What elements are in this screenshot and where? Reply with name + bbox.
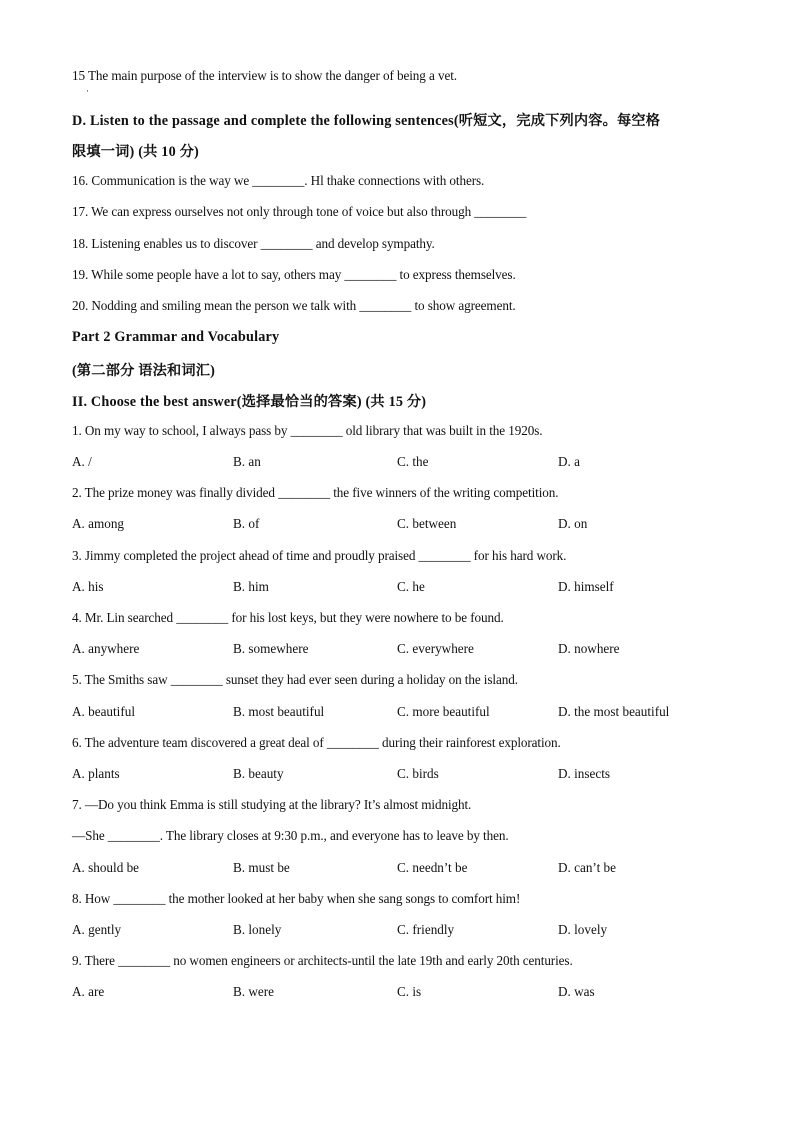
mc5-option-a: A. beautiful [72,704,135,719]
mc3-option-c: C. he [397,579,425,594]
mc4-option-d: D. nowhere [558,641,620,656]
mc-question-1: 1. On my way to school, I always pass by ________ old library that was built in the 1920s. [72,423,543,438]
mc-question-3: 3. Jimmy completed the project ahead of time and proudly praised ________ for his hard work. [72,548,567,563]
mc8-option-d: D. lovely [558,922,608,937]
mc-question-8: 8. How ________ the mother looked at her baby when she sang songs to comfort him! [72,891,521,906]
question-20: 20. Nodding and smiling mean the person we talk with ________ to show agreement. [72,298,516,313]
section-d-heading-line2: 限填一词) (共 10 分) [72,144,199,160]
mc7-option-b: B. must be [233,860,290,875]
mc-question-2: 2. The prize money was finally divided ________ the five winners of the writing competition. [72,485,559,500]
mc5-option-d: D. the most beautiful [558,704,670,719]
mc-question-7-line2: —She ________. The library closes at 9:30 p.m., and everyone has to leave by then. [72,828,509,843]
mc7-option-d: D. can’t be [558,860,616,875]
mc9-option-d: D. was [558,984,595,999]
question-17: 17. We can express ourselves not only through tone of voice but also through ________ [72,204,527,219]
mc6-option-b: B. beauty [233,766,284,781]
mc-question-5: 5. The Smiths saw ________ sunset they had ever seen during a holiday on the island. [72,672,518,687]
mc6-option-c: C. birds [397,766,439,781]
mc8-option-a: A. gently [72,922,122,937]
mc9-option-c: C. is [397,984,422,999]
mc-question-7-line1: 7. —Do you think Emma is still studying at the library? It’s almost midnight. [72,797,472,812]
stray-dot: · [86,86,89,96]
mc4-option-a: A. anywhere [72,641,140,656]
mc2-option-d: D. on [558,516,588,531]
question-19: 19. While some people have a lot to say, others may ________ to express themselves. [72,267,516,282]
mc6-option-a: A. plants [72,766,120,781]
question-15: 15 The main purpose of the interview is to show the danger of being a vet. [72,68,457,83]
mc4-option-c: C. everywhere [397,641,474,656]
mc2-option-a: A. among [72,516,125,531]
mc3-option-a: A. his [72,579,104,594]
section-d-heading-line1: D. Listen to the passage and complete the following sentences(听短文，完成下列内容。每空格 [72,113,661,129]
mc1-option-d: D. a [558,454,580,469]
mc5-option-c: C. more beautiful [397,704,490,719]
mc2-option-c: C. between [397,516,457,531]
mc3-option-b: B. him [233,579,269,594]
mc-question-6: 6. The adventure team discovered a great deal of ________ during their rainforest exploration. [72,735,561,750]
mc2-option-b: B. of [233,516,260,531]
question-18: 18. Listening enables us to discover ________ and develop sympathy. [72,236,435,251]
mc-question-9: 9. There ________ no women engineers or architects-until the late 19th and early 20th centuries. [72,953,573,968]
mc4-option-b: B. somewhere [233,641,309,656]
mc8-option-c: C. friendly [397,922,455,937]
mc6-option-d: D. insects [558,766,611,781]
mc9-option-a: A. are [72,984,105,999]
section-ii-heading: II. Choose the best answer(选择最恰当的答案) (共 15 分) [72,394,427,410]
mc1-option-b: B. an [233,454,261,469]
mc3-option-d: D. himself [558,579,614,594]
mc1-option-c: C. the [397,454,429,469]
mc8-option-b: B. lonely [233,922,282,937]
mc1-option-a: A. / [72,454,92,469]
mc7-option-c: C. needn’t be [397,860,468,875]
mc9-option-b: B. were [233,984,275,999]
mc7-option-a: A. should be [72,860,140,875]
mc5-option-b: B. most beautiful [233,704,325,719]
part2-chinese-heading: (第二部分 语法和词汇) [72,363,216,379]
question-16: 16. Communication is the way we ________. Hl thake connections with others. [72,173,485,188]
mc-question-4: 4. Mr. Lin searched ________ for his lost keys, but they were nowhere to be found. [72,610,504,625]
part2-heading: Part 2 Grammar and Vocabulary [72,329,280,345]
